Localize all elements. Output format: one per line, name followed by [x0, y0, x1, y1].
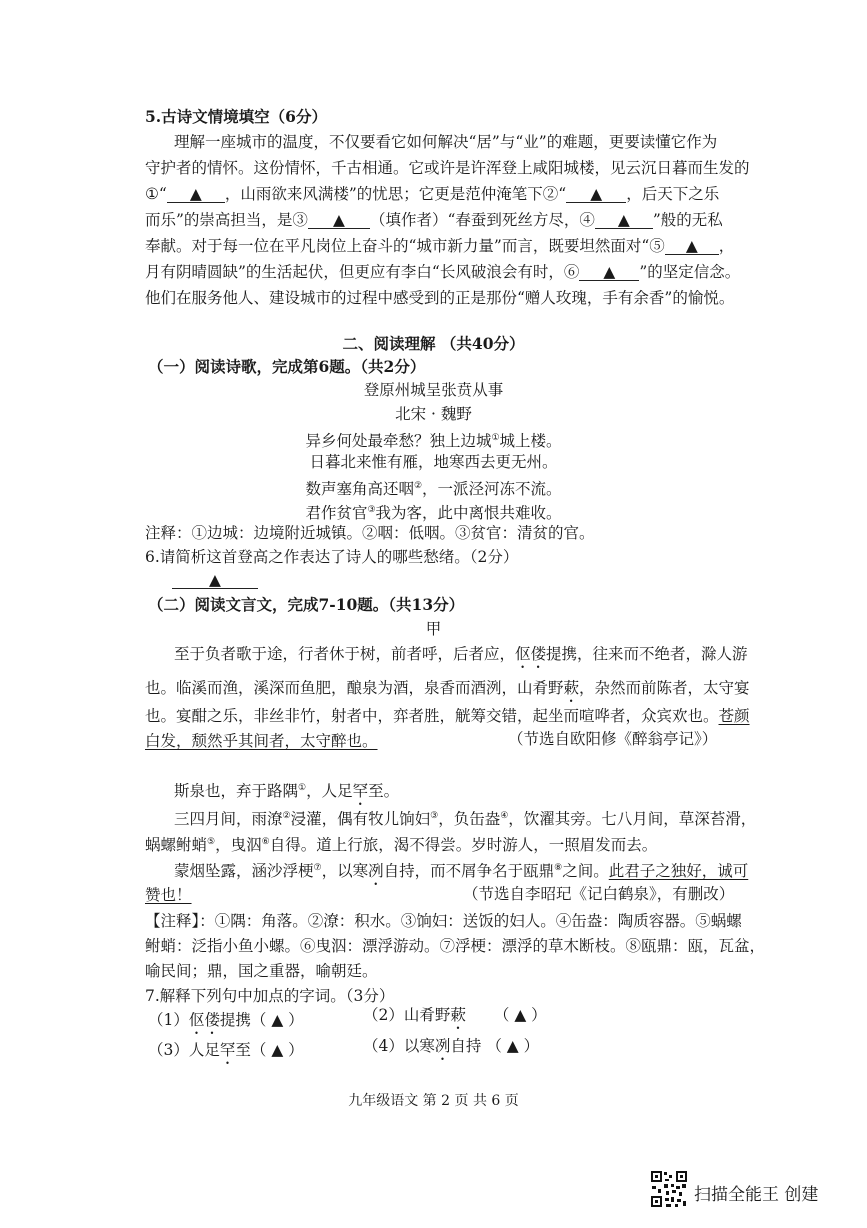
blank-2: ▲: [566, 186, 626, 203]
q7-item-4: （4）以寒冽自持 （ ▲ ）: [363, 1037, 540, 1055]
text-a-label: 甲: [425, 620, 442, 638]
poem-author: 北宋 · 魏野: [395, 405, 472, 423]
q5-line-5: 奉献。对于每一位在平凡岗位上奋斗的“城市新力量”而言，既要坦然面对“⑤ ▲ ，: [145, 237, 735, 255]
q7-item-1: （1）伛偻提携（ ▲ ）: [148, 1011, 304, 1029]
text-b-line-5: 赞也！: [145, 886, 192, 904]
poem-line-3: 数声塞角高还咽②，一派泾河冻不流。: [305, 480, 562, 499]
text-b-line-1: 斯泉也，弃于路隅①，人足罕至。: [174, 782, 400, 801]
text-b-line-3: 蜗螺鲋蛸⑤，曳泅⑥自得。道上行旅，渴不得尝。岁时游人，一照眉发而去。: [145, 836, 658, 855]
notes-line-3: 喻民间；鼎，国之重器，喻朝廷。: [145, 962, 378, 980]
q6-prompt: 6.请简析这首登高之作表达了诗人的哪些愁绪。（2分）: [145, 548, 519, 566]
q5-title: 5.古诗文情境填空（6分）: [145, 107, 327, 126]
poem-line-4: 君作贫官③我为客，此中离恨共难收。: [305, 504, 562, 523]
q5-line-4: 而乐”的崇高担当，是③ ▲ （填作者）“春蚕到死丝方尽，④ ▲ ”般的无私: [145, 211, 723, 229]
poem-line-1: 异乡何处最牵愁？独上边城①城上楼。: [305, 432, 562, 451]
text-b-source: （节选自李昭玘《记白鹤泉》，有删改）: [463, 885, 735, 903]
qr-code-icon: [650, 1170, 688, 1208]
q5-line-6: 月有阴晴圆缺”的生活起伏，但更应有李白“长风破浪会有时，⑥ ▲ ”的坚定信念。: [145, 263, 741, 281]
blank-q6: ▲: [172, 572, 258, 589]
part-1-title: （一）阅读诗歌，完成第6题。（共2分）: [148, 357, 426, 376]
q5-line-2: 守护者的情怀。这份情怀，千古相通。它或许是许浑登上咸阳城楼，见云沉日暮而生发的: [145, 159, 750, 177]
page-footer: 九年级语文 第 2 页 共 6 页: [348, 1093, 519, 1109]
blank-1: ▲: [167, 186, 225, 203]
blank-5: ▲: [665, 238, 719, 255]
blank-6: ▲: [579, 264, 639, 281]
notes-line-1: 【注释】：①隅：角落。②潦：积水。③饷妇：送饭的妇人。④缶盎：陶质容器。⑤蜗螺: [145, 912, 742, 930]
text-a-source: （节选自欧阳修《醉翁亭记》）: [508, 730, 718, 748]
section-2-title: 二、阅读理解 （共40分）: [342, 334, 525, 353]
q7-prompt: 7.解释下列句中加点的字词。（3分）: [145, 987, 395, 1005]
q5-line-3: ①“ ▲ ，山雨欲来风满楼”的忧思；它更是范仲淹笔下②“ ▲ ，后天下之乐: [145, 185, 720, 203]
text-a-line-1: 至于负者歌于途，行者休于树，前者呼，后者应，伛偻提携，往来而不绝者，滁人游: [174, 645, 748, 663]
poem-title: 登原州城呈张贲从事: [363, 381, 504, 399]
q6-answer-line: [172, 570, 258, 590]
text-a-line-2: 也。临溪而渔，溪深而鱼肥，酿泉为酒，泉香而酒洌，山肴野蔌，杂然而前陈者，太守宴: [145, 679, 750, 697]
text-a-line-3: 也。宴酣之乐，非丝非竹，射者中，弈者胜，觥筹交错，起坐而喧哗者，众宾欢也。苍颜: [145, 707, 750, 725]
scanner-watermark: 扫描全能王 创建: [694, 1185, 819, 1205]
text-b-line-2: 三四月间，雨潦②浸灌，偶有牧儿饷妇③，负缶盎④，饮濯其旁。七八月间，草深苔滑，: [174, 810, 757, 829]
poem-note: 注释：①边城：边境附近城镇。②咽：低咽。③贫官：清贫的官。: [145, 524, 595, 542]
blank-4: ▲: [595, 212, 653, 229]
q7-item-2: （2）山肴野蔌 （ ▲ ）: [363, 1006, 547, 1024]
blank-3: ▲: [308, 212, 370, 229]
q5-line-1: 理解一座城市的温度，不仅要看它如何解决“居”与“业”的难题，更要读懂它作为: [174, 133, 718, 151]
text-a-line-4: 白发，颓然乎其间者，太守醉也。: [145, 732, 378, 750]
notes-line-2: 鲋蛸：泛指小鱼小螺。⑥曳泅：漂浮游动。⑦浮梗：漂浮的草木断枝。⑧瓯鼎：瓯，瓦盆，: [145, 937, 766, 955]
q5-line-7: 他们在服务他人、建设城市的过程中感受到的正是那份“赠人玫瑰，手有余香”的愉悦。: [145, 289, 735, 307]
q7-item-3: （3）人足罕至（ ▲ ）: [148, 1041, 304, 1059]
part-2-title: （二）阅读文言文，完成7-10题。（共13分）: [148, 595, 465, 614]
poem-line-2: 日暮北来惟有雁，地寒西去更无州。: [309, 453, 558, 471]
text-b-line-4: 蒙烟坠露，涵沙浮梗⑦，以寒冽自持，而不屑争名于瓯鼎⑧之间。此君子之独好，诚可: [174, 862, 749, 881]
